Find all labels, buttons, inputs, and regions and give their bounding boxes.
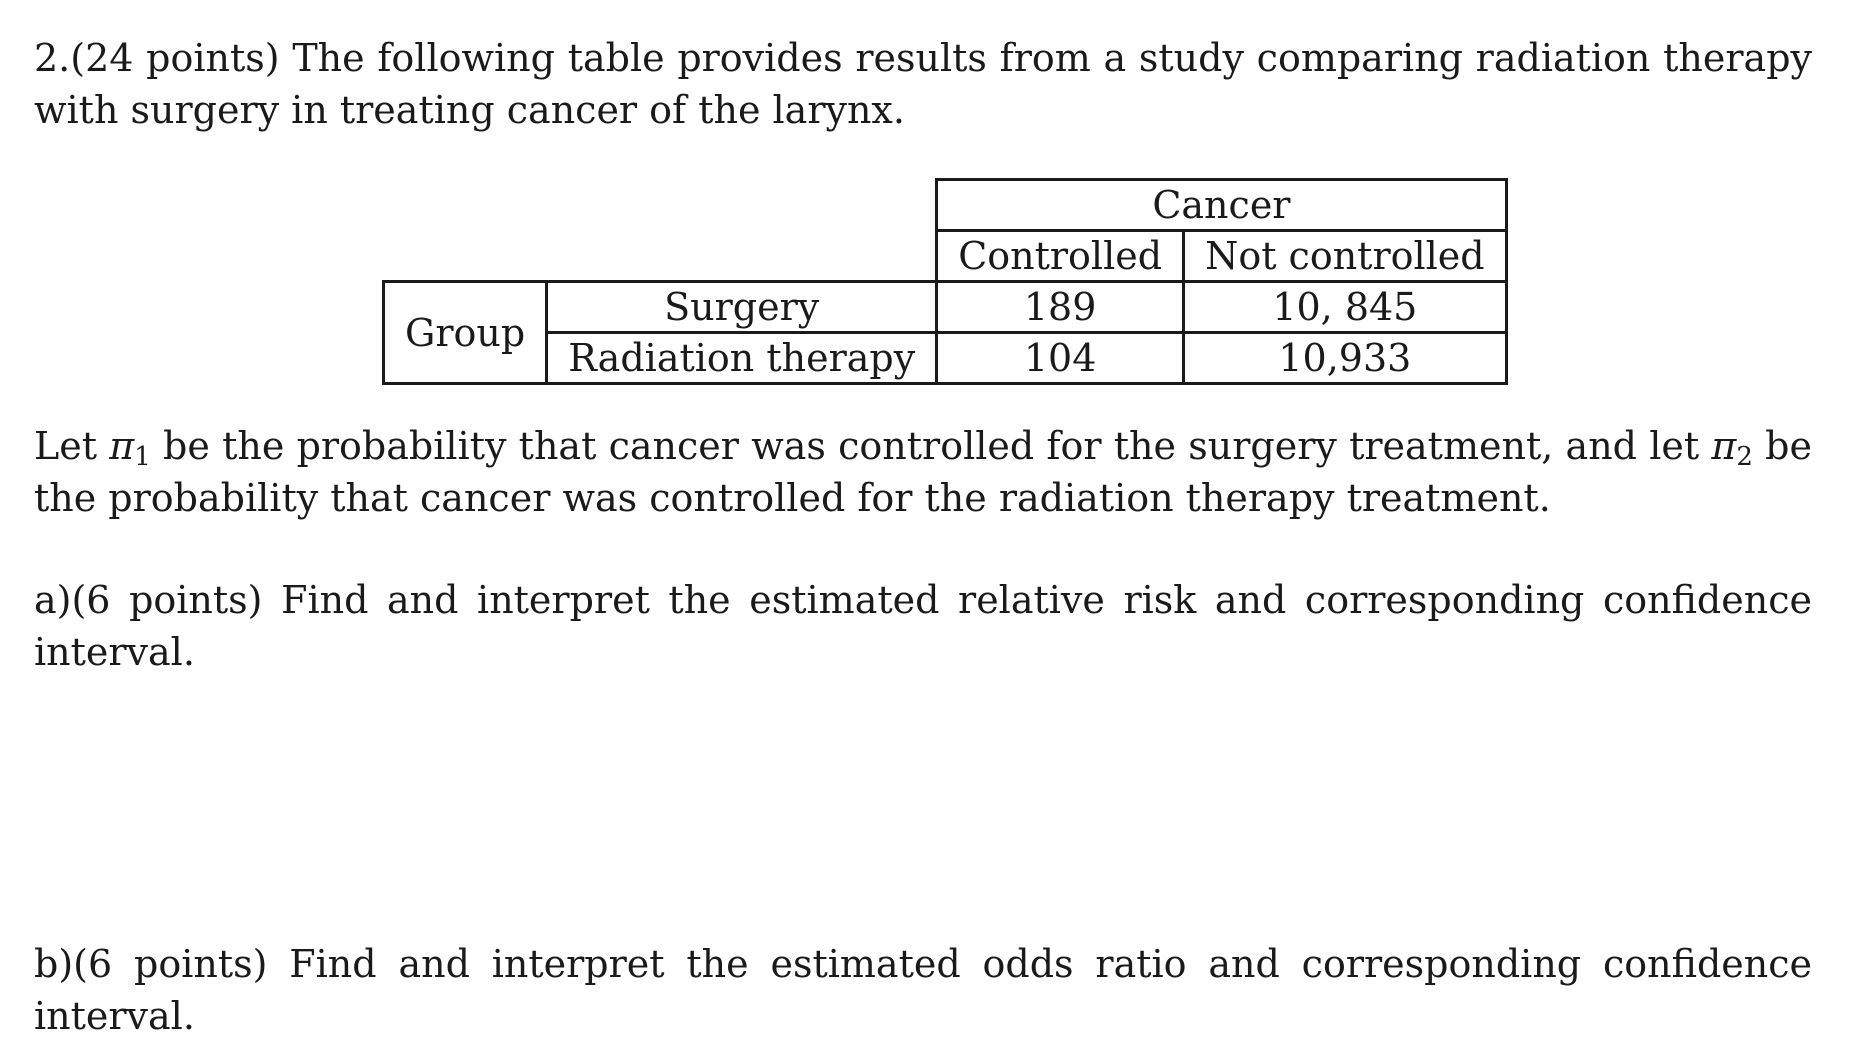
table-cell-surgery-not-controlled: 10, 845 xyxy=(1184,282,1507,333)
table-header-controlled: Controlled xyxy=(937,231,1184,282)
question-intro: 2.(24 points) The following table provides results from a study comparing radiation therapy with surgery in treating cancer of the larynx. xyxy=(34,36,1812,132)
pi-symbol-2: π xyxy=(1711,424,1737,468)
let-text-start: Let xyxy=(34,424,110,468)
table-row xyxy=(384,333,1507,384)
table-blank-corner xyxy=(384,231,937,282)
table-row xyxy=(384,282,1507,333)
question-part-b: b)(6 points) Find and interpret the estimated odds ratio and corresponding confidence interval. xyxy=(34,942,1812,1038)
study-table xyxy=(382,178,1508,385)
subscript-1: 1 xyxy=(134,442,151,472)
study-table-wrapper xyxy=(382,178,1508,385)
let-text-middle: be the probability that cancer was controlled for the surgery treatment, and let xyxy=(150,424,1712,468)
table-row-group-label: Group xyxy=(384,282,547,384)
table-header-cancer: Cancer xyxy=(937,180,1506,231)
table-cell-radiation-not-controlled: 10,933 xyxy=(1184,333,1507,384)
pi-symbol-1: π xyxy=(109,424,135,468)
subscript-2: 2 xyxy=(1736,442,1753,472)
let-text-end: be the probability that cancer was controlled for the radiation therapy treatment. xyxy=(34,424,1812,520)
table-cell-radiation-controlled: 104 xyxy=(937,333,1184,384)
table-header-not-controlled: Not controlled xyxy=(1184,231,1507,282)
probability-definition xyxy=(34,420,1812,524)
table-cell-surgery-controlled: 189 xyxy=(937,282,1184,333)
table-row-label-radiation: Radiation therapy xyxy=(547,333,937,384)
table-row-label-surgery: Surgery xyxy=(547,282,937,333)
table-header-row-columns xyxy=(384,231,1507,282)
question-part-a: a)(6 points) Find and interpret the estimated relative risk and corresponding confidence interval. xyxy=(34,578,1812,674)
table-blank-corner xyxy=(384,180,937,231)
table-header-row-top xyxy=(384,180,1507,231)
